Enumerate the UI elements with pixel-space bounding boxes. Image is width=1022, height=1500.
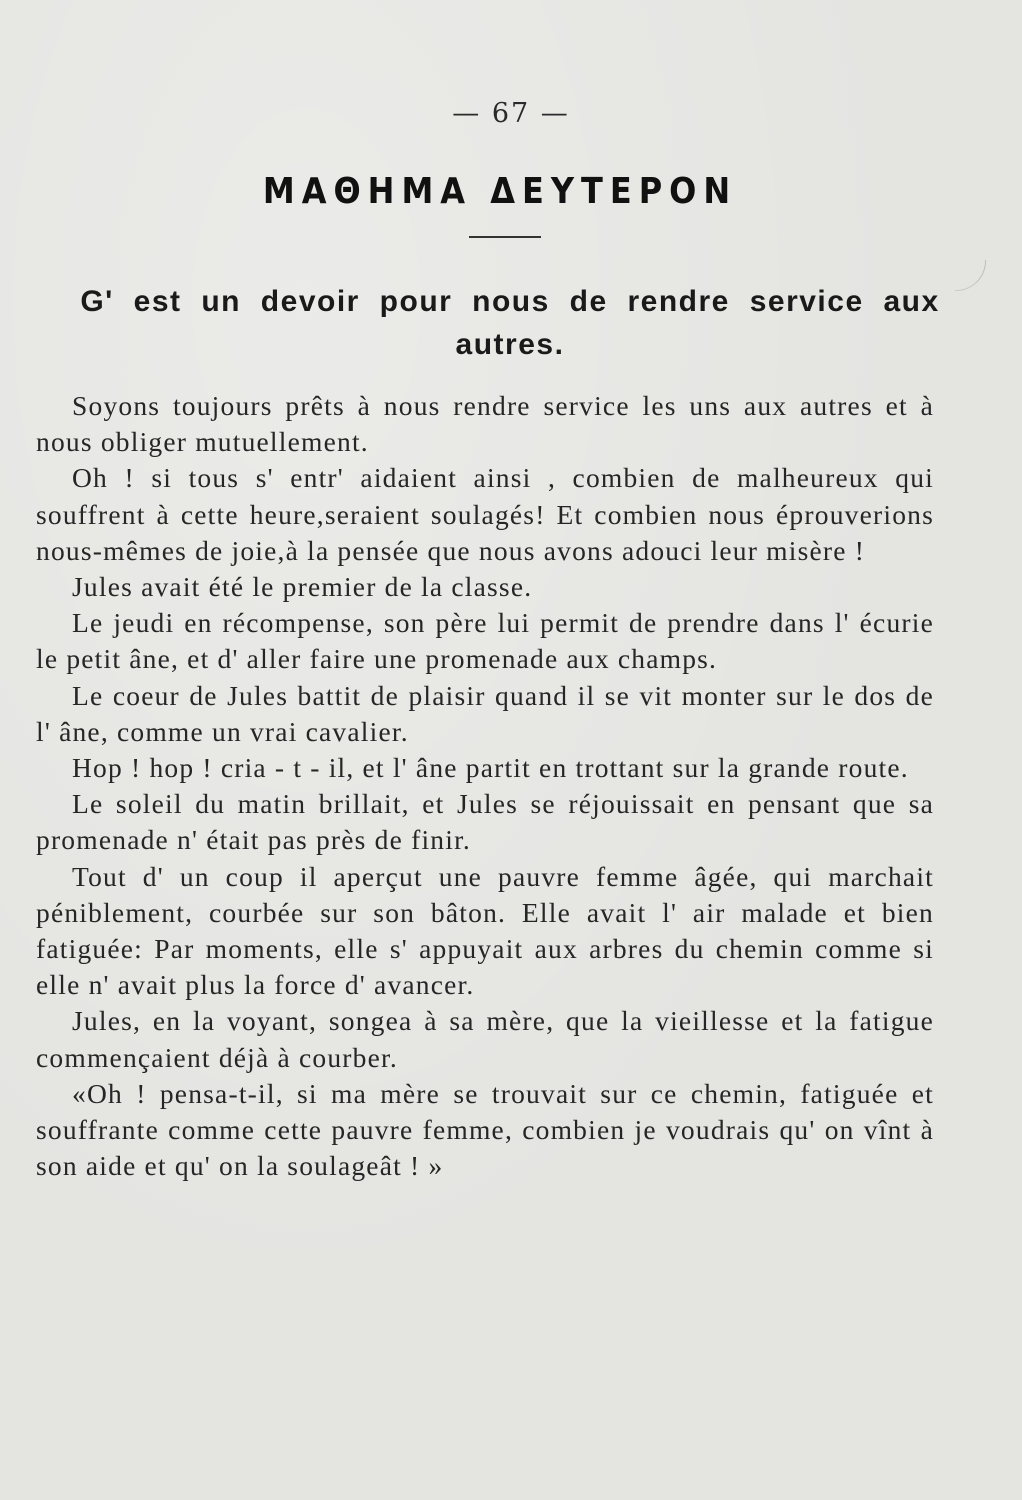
section-heading: G' est un devoir pour nous de rendre service aux autres. — [80, 285, 940, 361]
paragraph: Le jeudi en récompense, son père lui permit de prendre dans l' écurie le petit âne, et d' aller faire une promenade aux champs. — [36, 607, 934, 675]
lesson-title: ΜΑΘΗΜΑ ΔΕΥΤΕΡΟΝ — [262, 170, 738, 212]
paragraph: Tout d' un coup il aperçut une pauvre femme âgée, qui marchait péniblement, courbée sur son bâton. Elle avait l' air malade et bien fatiguée: Par moments, elle s' appuyait aux arbres du chemin comme si elle n' avait plus la force d' avancer. — [36, 860, 934, 1001]
paragraph: Le soleil du matin brillait, et Jules se réjouissait en pensant que sa promenade n' était pas près de finir. — [36, 788, 934, 856]
page-number: — 67 — — [452, 98, 570, 129]
body-text — [36, 388, 934, 1184]
page-crease-mark — [955, 260, 986, 291]
paragraph: Hop ! hop ! cria - t - il, et l' âne partit en trottant sur la grande route. — [72, 752, 909, 784]
paragraph: «Oh ! pensa-t-il, si ma mère se trouvait sur ce chemin, fatiguée et souffrante comme cette pauvre femme, combien je voudrais qu' on vînt à son aide et qu' on la soulageât ! » — [36, 1077, 934, 1182]
paragraph: Jules avait été le premier de la classe. — [72, 571, 533, 603]
paragraph: Soyons toujours prêts à nous rendre service les uns aux autres et à nous obliger mutuellement. — [36, 390, 934, 458]
title-divider — [469, 236, 541, 238]
paragraph: Jules, en la voyant, songea à sa mère, que la vieillesse et la fatigue commençaient déjà à courber. — [36, 1005, 934, 1073]
paragraph: Le coeur de Jules battit de plaisir quand il se vit monter sur le dos de l' âne, comme un vrai cavalier. — [36, 679, 934, 747]
paragraph: Oh ! si tous s' entr' aidaient ainsi , combien de malheureux qui souffrent à cette heure,seraient soulagés! Et combien nous éprouverions nous-mêmes de joie,à la pensée que nous avons adouci leur misère ! — [36, 462, 934, 566]
